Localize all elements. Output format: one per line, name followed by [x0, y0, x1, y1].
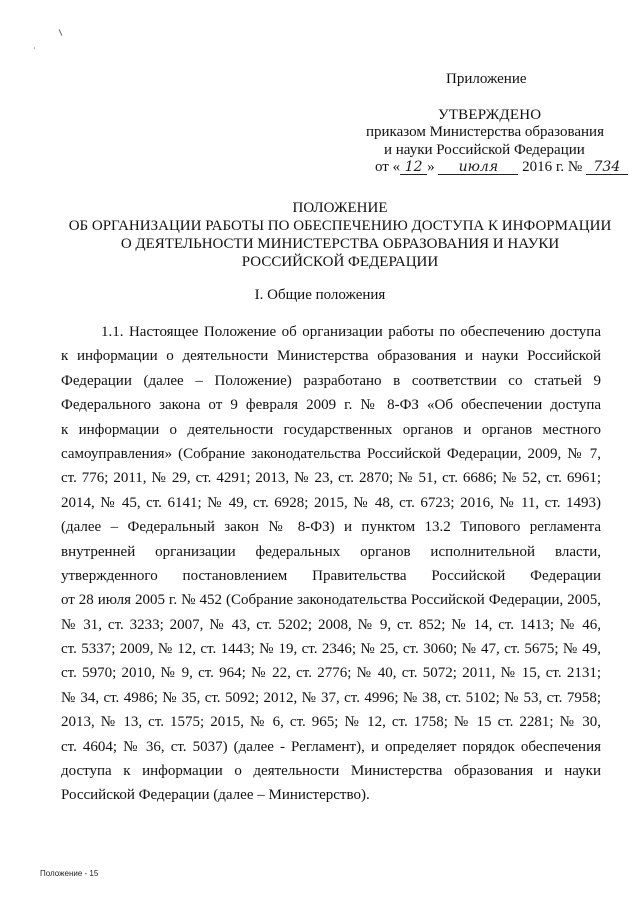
paragraph-line: ст. 4604; № 36, ст. 5037) (далее - Регламент), и определяет порядок обеспечения — [61, 738, 601, 755]
document-subtitle-line-2: О ДЕЯТЕЛЬНОСТИ МИНИСТЕРСТВА ОБРАЗОВАНИЯ И НАУКИ — [120, 236, 560, 252]
paragraph-line: от 28 июля 2005 г. № 452 (Собрание законодательства Российской Федерации, 2005, — [61, 592, 601, 609]
scan-mark — [59, 29, 63, 36]
paragraph-line: внутренней организации федеральных органов исполнительной власти, — [61, 543, 601, 560]
handwritten-order-number: 734 — [586, 160, 628, 175]
paragraph-line: доступа к информации о деятельности Министерства образования и науки — [61, 763, 601, 780]
scan-dot: · — [33, 44, 36, 53]
paragraph-line: ст. 5337; 2009, № 12, ст. 1443; № 19, ст. 2346; № 25, ст. 3060; № 47, ст. 5675; № 49, — [61, 641, 601, 658]
approved-label: УТВЕРЖДЕНО — [438, 107, 542, 123]
appendix-label: Приложение — [446, 71, 527, 87]
handwritten-month: июля — [438, 160, 518, 175]
document-subtitle-line-1: ОБ ОРГАНИЗАЦИИ РАБОТЫ ПО ОБЕСПЕЧЕНИЮ ДОСТУПА К ИНФОРМАЦИИ — [68, 218, 612, 234]
paragraph-line: 2013, № 13, ст. 1575; 2015, № 6, ст. 965; № 12, ст. 1758; № 15 ст. 2281; № 30, — [61, 714, 601, 731]
paragraph-line: № 34, ст. 4986; № 35, ст. 5092; 2012, № 37, ст. 4996; № 38, ст. 5102; № 53, ст. 7958; — [61, 689, 601, 706]
paragraph-line: Федерации (далее – Положение) разработано в соответствии со статьей 9 — [61, 372, 601, 389]
paragraph-line: к информации о деятельности государственных органов и органов местного — [61, 421, 601, 438]
paragraph-line: Федерального закона от 9 февраля 2009 г. № 8-ФЗ «Об обеспечении доступа — [61, 397, 601, 414]
paragraph-1-1 — [61, 320, 601, 808]
document-title: ПОЛОЖЕНИЕ — [292, 200, 388, 216]
paragraph-line: утвержденного постановлением Правительства Российской Федерации — [61, 567, 601, 584]
paragraph-line: 2014, № 45, ст. 6141; № 49, ст. 6928; 2015, № 48, ст. 6723; 2016, № 11, ст. 1493) — [61, 494, 601, 511]
paragraph-line: к информации о деятельности Министерства образования и науки Российской — [61, 348, 601, 365]
page-footer: Положение - 15 — [40, 869, 99, 878]
paragraph-line: ст. 5970; 2010, № 9, ст. 964; № 22, ст. 2776; № 40, ст. 5072; 2011, № 15, ст. 2131; — [61, 665, 601, 682]
handwritten-day: 12 — [400, 160, 427, 175]
section-heading: I. Общие положения — [254, 287, 386, 303]
order-date-line — [375, 159, 628, 176]
document-subtitle-line-3: РОССИЙСКОЙ ФЕДЕРАЦИИ — [241, 254, 439, 270]
paragraph-line: Российской Федерации (далее – Министерство). — [61, 787, 370, 804]
order-prefix: от « — [375, 159, 401, 175]
paragraph-line: (далее – Федеральный закон № 8-ФЗ) и пунктом 13.2 Типового регламента — [61, 519, 601, 536]
order-quote: » — [427, 159, 435, 175]
order-line-1: приказом Министерства образования — [366, 124, 604, 140]
paragraph-line: 1.1. Настоящее Положение об организации работы по обеспечению доступа — [101, 324, 601, 340]
paragraph-line: ст. 776; 2011, № 29, ст. 4291; 2013, № 23, ст. 2870; № 51, ст. 6686; № 52, ст. 6961; — [61, 470, 601, 487]
order-line-2: и науки Российской Федерации — [384, 142, 585, 158]
paragraph-line: № 31, ст. 3233; 2007, № 43, ст. 5202; 2008, № 9, ст. 852; № 14, ст. 1413; № 46, — [61, 616, 601, 633]
paragraph-line: самоуправления» (Собрание законодательства Российской Федерации, 2009, № 7, — [61, 445, 601, 462]
order-year: 2016 г. № — [522, 159, 583, 175]
